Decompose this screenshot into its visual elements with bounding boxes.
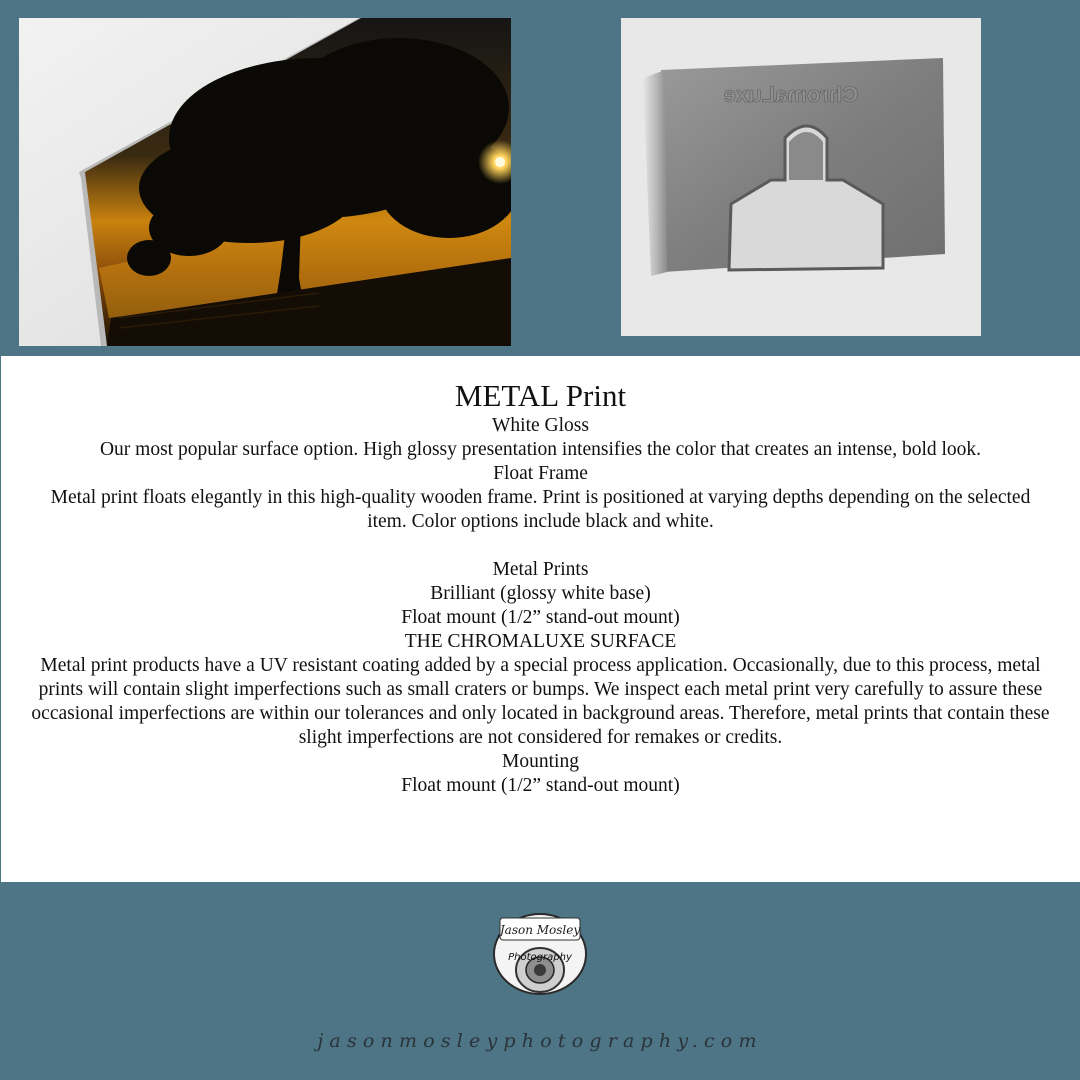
sunset-tree-image (19, 18, 511, 346)
spacer (1, 534, 1080, 558)
float-frame-heading: Float Frame (493, 463, 588, 484)
float-frame-description: Metal print floats elegantly in this high-quality wooden frame. Print is positioned at varying depths depending on the selected item. Color options include black and white. (50, 487, 1031, 532)
chromaluxe-surface-description: Metal print products have a UV resistant coating added by a special process application. Occasionally, due to this process, metal prints will contain slight imperfections such as small craters or bumps. We inspect each metal print very carefully to assure these occasional imperfections are within our tolerances and only located in background areas. Therefore, metal prints that contain these slight imperfections are not considered for remakes or credits. (31, 655, 1050, 748)
photography-logo (488, 908, 592, 1000)
chromaluxe-bracket-photo (621, 18, 981, 336)
camera-logo-icon (488, 908, 592, 1000)
bracket-image (621, 18, 981, 336)
product-description-panel (1, 356, 1080, 882)
white-gloss-heading: White Gloss (492, 415, 589, 436)
website-url[interactable]: jasonmosleyphotography.com (317, 1030, 763, 1052)
white-gloss-description: Our most popular surface option. High glossy presentation intensifies the color that creates an intense, bold look. (99, 439, 982, 460)
mounting-value: Float mount (1/2” stand-out mount) (401, 775, 680, 796)
page-title: METAL Print (454, 378, 627, 413)
logo-photography-text: Photography (508, 952, 572, 963)
mounting-heading: Mounting (502, 751, 579, 772)
bracket-brand-emboss: ChromaLuxe (723, 82, 859, 107)
metal-print-sunset-photo (19, 18, 511, 346)
logo-name-text: Jason Mosley (499, 923, 581, 937)
brilliant-option: Brilliant (glossy white base) (430, 583, 651, 604)
metal-prints-heading: Metal Prints (492, 559, 589, 580)
float-mount-option: Float mount (1/2” stand-out mount) (401, 607, 680, 628)
chromaluxe-surface-heading: THE CHROMALUXE SURFACE (404, 631, 677, 652)
